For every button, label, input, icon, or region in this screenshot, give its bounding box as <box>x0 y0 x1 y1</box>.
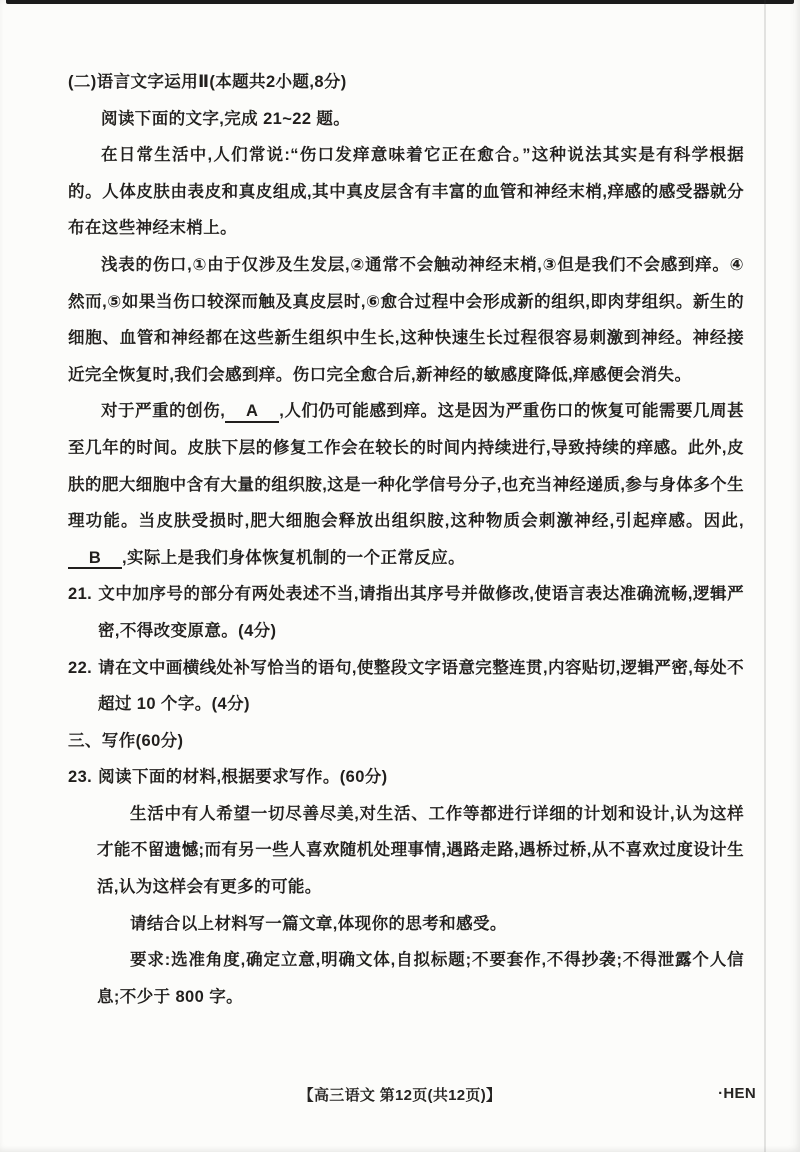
question-22-number: 22. <box>68 658 93 677</box>
page-number: 【高三语文 第12页(共12页)】 <box>298 1087 502 1104</box>
question-23-text: 阅读下面的材料,根据要求写作。(60分) <box>98 768 388 787</box>
question-21 <box>68 576 744 649</box>
scan-edge-right <box>764 0 766 1152</box>
section-2-header: (二)语言文字运用Ⅱ(本题共2小题,8分) <box>68 73 347 91</box>
essay-material: 生活中有人希望一切尽善尽美,对生活、工作等都进行详细的计划和设计,认为这样才能不留遗憾;而有另一些人喜欢随机处理事情,遇路走路,遇桥过桥,从不喜欢过度设计生活,认为这样会有更多的可能。 <box>97 804 744 897</box>
para3-segment-2: ,人们仍可能感到痒。这是因为严重伤口的恢复可能需要几周甚至几年的时间。皮肤下层的修复工作会在较长的时间内持续进行,导致持续的痒感。此外,皮肤的肥大细胞中含有大量的组织胺,这是一种化学信号分子,也充当神经递质,参与身体多个生理功能。当皮肤受损时,肥大细胞会释放出组织胺,这种物质会刺激神经,引起痒感。因此, <box>68 402 744 531</box>
scan-edge-top <box>6 0 794 4</box>
passage-paragraph-3 <box>68 393 744 576</box>
question-21-text: 文中加序号的部分有两处表述不当,请指出其序号并做修改,使语言表达准确流畅,逻辑严密,不得改变原意。(4分) <box>98 585 744 640</box>
passage-paragraph-1: 在日常生活中,人们常说:“伤口发痒意味着它正在愈合。”这种说法其实是有科学根据的。人体皮肤由表皮和真皮组成,其中真皮层含有丰富的血管和神经末梢,痒感的感受器就分布在这些神经末梢上。 <box>68 146 744 238</box>
footer-code: ·HEN <box>718 1085 756 1102</box>
blank-b: B <box>68 550 122 569</box>
question-23 <box>68 759 744 796</box>
passage-paragraph-2: 浅表的伤口,①由于仅涉及生发层,②通常不会触动神经末梢,③但是我们不会感到痒。④然而,⑤如果当伤口较深而触及真皮层时,⑥愈合过程中会形成新的组织,即肉芽组织。新生的细胞、血管和神经都在这些新生组织中生长,这种快速生长过程很容易刺激到神经。神经接近完全恢复时,我们会感到痒。伤口完全愈合后,新神经的敏感度降低,痒感便会消失。 <box>68 255 744 384</box>
section-3-header: 三、写作(60分) <box>68 731 184 750</box>
page-footer <box>0 1084 800 1108</box>
para3-segment-1: 对于严重的创伤, <box>101 402 226 421</box>
essay-request: 请结合以上材料写一篇文章,体现你的思考和感受。 <box>130 914 507 933</box>
question-22-text: 请在文中画横线处补写恰当的语句,使整段文字语意完整连贯,内容贴切,逻辑严密,每处不超过 10 个字。(4分) <box>98 658 744 714</box>
blank-a: A <box>225 403 279 422</box>
reading-intro: 阅读下面的文字,完成 21~22 题。 <box>101 109 351 128</box>
page-content <box>68 64 744 1015</box>
question-21-number: 21. <box>68 585 93 604</box>
para3-segment-3: ,实际上是我们身体恢复机制的一个正常反应。 <box>122 548 465 567</box>
question-22 <box>68 650 744 723</box>
essay-requirements: 要求:选准角度,确定立意,明确文体,自拟标题;不要套作,不得抄袭;不得泄露个人信息;不少于 800 字。 <box>97 951 744 1006</box>
question-23-number: 23. <box>68 768 93 787</box>
